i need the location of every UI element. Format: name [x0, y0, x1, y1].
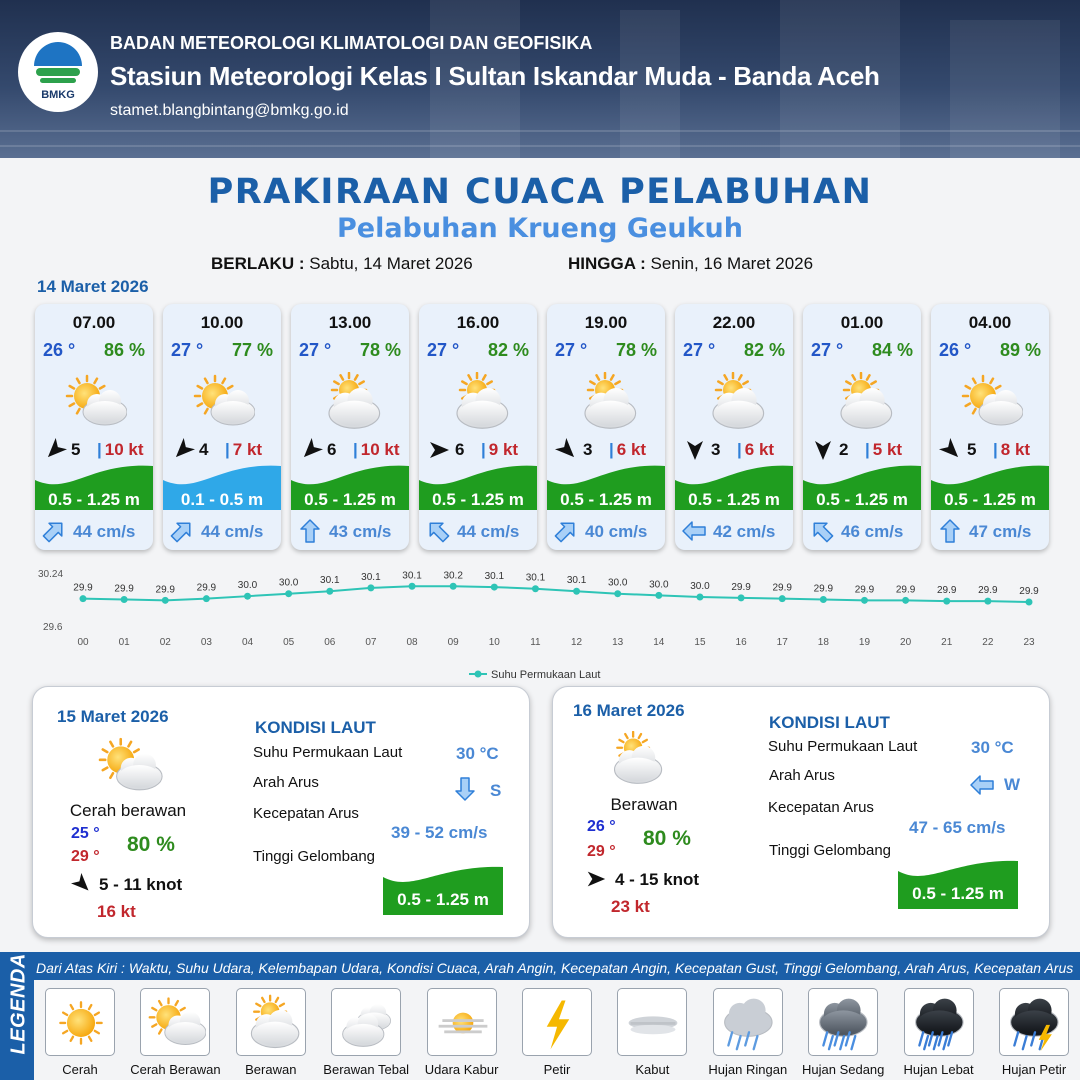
hujan-ringan-icon — [719, 993, 779, 1051]
berawan-icon — [703, 372, 767, 430]
berawan-icon — [447, 372, 511, 430]
data-label: 30.1 — [320, 575, 340, 587]
forecast-card — [419, 304, 537, 550]
kabut-icon — [623, 993, 683, 1051]
x-tick-label: 01 — [118, 637, 130, 648]
gust-speed-wrap — [481, 440, 518, 460]
wind-direction-icon — [427, 438, 451, 462]
wave-height: 0.5 - 1.25 m — [304, 490, 396, 509]
day3-current-speed: 47 - 65 cm/s — [909, 818, 1006, 837]
air-temperature: 27 ° — [683, 340, 716, 360]
contact-email: stamet.blangbintang@bmkg.go.id — [110, 102, 349, 119]
data-point — [450, 583, 457, 590]
gust-speed: 6 kt — [744, 440, 775, 459]
separator: | — [993, 440, 998, 459]
current-row — [675, 515, 793, 547]
day2-temp-min: 25 ° — [71, 825, 100, 842]
x-tick-label: 18 — [817, 637, 829, 648]
current-row — [291, 515, 409, 547]
legend-description: Dari Atas Kiri : Waktu, Suhu Udara, Kelembapan Udara, Kondisi Cuaca, Arah Angin, Kecepatan Angin, Kecepatan Gust, Tinggi Gelombang, Arah Arus, Kecepatan Arus — [36, 960, 1074, 976]
wind-speed: 2 — [839, 440, 849, 459]
x-tick-label: 20 — [900, 637, 912, 648]
data-point — [367, 584, 374, 591]
x-tick-label: 03 — [200, 637, 212, 648]
station-name: Stasiun Meteorologi Kelas I Sultan Iskandar Muda - Banda Aceh — [110, 61, 880, 91]
day3-panel — [552, 686, 1050, 938]
legend-item — [331, 988, 401, 1056]
data-point — [1026, 598, 1033, 605]
data-point — [820, 596, 827, 603]
data-point — [779, 595, 786, 602]
legend-item — [808, 988, 878, 1056]
day2-sst-label: Suhu Permukaan Laut — [253, 744, 403, 761]
x-tick-label: 14 — [653, 637, 665, 648]
data-label: 29.9 — [731, 581, 751, 593]
data-label: 29.9 — [978, 585, 998, 597]
wind-speed: 6 — [455, 440, 465, 459]
legend-item-label: Petir — [543, 1062, 571, 1077]
wind-row — [553, 438, 663, 462]
header-banner — [0, 0, 1080, 158]
day3-wind-speed: 4 - 15 knot — [615, 870, 700, 889]
wave-height: 0.5 - 1.25 m — [816, 490, 908, 509]
gust-speed: 10 kt — [360, 440, 400, 459]
legend-item-label: Hujan Lebat — [903, 1062, 974, 1077]
day2-gust: 16 kt — [97, 902, 136, 921]
x-tick-label: 12 — [571, 637, 583, 648]
current-direction-icon — [425, 518, 451, 544]
page-title: PRAKIRAAN CUACA PELABUHAN — [207, 172, 873, 212]
logo-text: BMKG — [41, 89, 75, 101]
separator: | — [737, 440, 742, 459]
legend-swatch-marker — [475, 671, 482, 678]
gust-speed: 5 kt — [872, 440, 903, 459]
cerah-icon — [51, 993, 111, 1051]
x-tick-label: 09 — [447, 637, 459, 648]
x-tick-label: 21 — [941, 637, 953, 648]
data-point — [80, 595, 87, 602]
berawan-icon — [242, 993, 302, 1051]
data-point — [121, 596, 128, 603]
agency-name: BADAN METEOROLOGI KLIMATOLOGI DAN GEOFISIKA — [110, 33, 593, 53]
separator: | — [97, 440, 102, 459]
day2-current-speed-label: Kecepatan Arus — [253, 805, 359, 822]
x-tick-label: 07 — [365, 637, 377, 648]
x-tick-label: 16 — [735, 637, 747, 648]
data-point — [984, 598, 991, 605]
wind-speed: 5 — [71, 440, 81, 459]
data-label: 29.9 — [854, 584, 875, 596]
current-direction-icon — [453, 775, 477, 803]
legend-label: LEGENDA — [7, 953, 30, 1055]
day3-humidity: 80 % — [643, 827, 691, 850]
x-tick-label: 13 — [612, 637, 624, 648]
current-direction-icon — [809, 518, 835, 544]
air-temperature: 27 ° — [555, 340, 588, 360]
day3-sea-heading: KONDISI LAUT — [769, 713, 890, 732]
gust-speed: 6 kt — [616, 440, 647, 459]
air-humidity: 77 % — [231, 340, 273, 360]
forecast-time: 13.00 — [328, 313, 372, 332]
current-speed: 40 cm/s — [585, 522, 648, 541]
wave-height: 0.5 - 1.25 m — [48, 490, 140, 509]
data-label: 30.1 — [566, 575, 587, 587]
gust-speed-wrap — [97, 440, 144, 460]
cerah-berawan-icon — [89, 735, 169, 795]
legend-item — [617, 988, 687, 1056]
x-tick-label: 17 — [776, 637, 788, 648]
air-temperature: 26 ° — [939, 340, 972, 360]
separator: | — [481, 440, 486, 459]
data-label: 29.9 — [937, 585, 957, 597]
wind-row — [169, 438, 279, 462]
x-tick-label: 06 — [324, 637, 336, 648]
legend — [0, 952, 1080, 1080]
legend-item — [713, 988, 783, 1056]
day2-panel — [32, 686, 530, 938]
gust-speed: 8 kt — [1000, 440, 1031, 459]
gust-speed-wrap — [225, 440, 262, 460]
valid-to-value: Senin, 16 Maret 2026 — [650, 254, 814, 273]
x-tick-label: 05 — [283, 637, 295, 648]
legend-item-label: Berawan — [245, 1062, 297, 1077]
data-label: 30.0 — [690, 581, 710, 593]
data-point — [532, 585, 539, 592]
hujan-petir-icon — [1005, 993, 1065, 1051]
legend-item — [140, 988, 210, 1056]
wind-speed: 5 — [967, 440, 977, 459]
data-point — [943, 598, 950, 605]
x-tick-label: 22 — [982, 637, 994, 648]
data-label: 30.0 — [649, 579, 669, 591]
day3-sst-value: 30 °C — [971, 738, 1014, 757]
data-label: 30.1 — [525, 572, 546, 584]
forecast-card — [931, 304, 1049, 550]
forecast-card — [163, 304, 281, 550]
current-direction-icon — [169, 518, 195, 544]
data-label: 29.9 — [114, 583, 134, 595]
air-temperature: 27 ° — [299, 340, 332, 360]
x-tick-label: 08 — [406, 637, 418, 648]
wind-direction-icon — [939, 438, 963, 462]
gust-speed-wrap — [865, 440, 902, 460]
forecast-card — [547, 304, 665, 550]
legend-item-label: Hujan Ringan — [708, 1062, 788, 1077]
cerah-berawan-icon — [191, 372, 255, 430]
udara-kabur-icon — [433, 993, 493, 1051]
gust-speed: 7 kt — [232, 440, 263, 459]
x-tick-label: 11 — [530, 637, 541, 648]
data-label: 29.9 — [813, 583, 834, 595]
data-point — [491, 584, 498, 591]
legend-item-label: Cerah Berawan — [130, 1062, 221, 1077]
gust-speed-wrap — [737, 440, 774, 460]
x-tick-label: 15 — [694, 637, 706, 648]
air-humidity: 86 % — [103, 340, 145, 360]
day2-sst-value: 30 °C — [456, 744, 499, 763]
data-label: 30.0 — [237, 580, 258, 592]
data-label: 29.9 — [196, 582, 217, 594]
legend-item-label: Berawan Tebal — [323, 1062, 410, 1077]
current-speed: 46 cm/s — [841, 522, 904, 541]
wind-direction-icon — [71, 873, 93, 895]
background-pillar — [950, 20, 1060, 158]
berawan-tebal-icon — [337, 993, 397, 1051]
data-point — [696, 594, 703, 601]
current-row — [931, 515, 1049, 547]
day2-condition: Cerah berawan — [69, 801, 187, 820]
wind-row — [937, 438, 1047, 462]
x-tick-label: 23 — [1023, 637, 1035, 648]
hujan-lebat-icon — [910, 993, 970, 1051]
valid-from-value: Sabtu, 14 Maret 2026 — [309, 254, 473, 273]
separator: | — [353, 440, 358, 459]
y-tick-label: 29.6 — [43, 622, 63, 633]
petir-icon — [528, 993, 588, 1051]
day3-current-dir: W — [1004, 775, 1021, 794]
wind-speed: 6 — [327, 440, 337, 459]
legend-item — [999, 988, 1069, 1056]
current-direction-icon — [937, 518, 963, 544]
gust-speed-wrap — [609, 440, 646, 460]
data-point — [738, 594, 745, 601]
gust-speed: 9 kt — [488, 440, 519, 459]
data-point — [409, 583, 416, 590]
forecast-card — [675, 304, 793, 550]
legend-item-label: Hujan Petir — [1001, 1062, 1067, 1077]
wind-row — [809, 438, 919, 462]
forecast-time: 16.00 — [456, 313, 500, 332]
forecast-card — [35, 304, 153, 550]
forecast-time: 07.00 — [72, 313, 116, 332]
separator: | — [609, 440, 614, 459]
data-point — [162, 597, 169, 604]
data-label: 29.9 — [772, 582, 792, 594]
forecast-time: 22.00 — [712, 313, 756, 332]
day3-temp-max: 29 ° — [587, 843, 616, 860]
cerah-berawan-icon — [959, 372, 1023, 430]
current-direction-icon — [297, 518, 323, 544]
data-point — [655, 592, 662, 599]
current-row — [35, 515, 153, 547]
day3-temp-min: 26 ° — [587, 818, 616, 835]
data-label: 30.0 — [607, 577, 628, 589]
data-label: 29.9 — [155, 584, 175, 596]
bmkg-logo — [18, 32, 98, 112]
x-tick-label: 00 — [77, 637, 89, 648]
data-label: 30.2 — [443, 570, 463, 582]
data-point — [573, 588, 580, 595]
gust-speed: 10 kt — [104, 440, 144, 459]
wave-height: 0.5 - 1.25 m — [432, 490, 524, 509]
day3-date: 16 Maret 2026 — [573, 701, 685, 720]
cerah-berawan-icon — [63, 372, 127, 430]
legend-item — [427, 988, 497, 1056]
background-line — [0, 145, 1080, 147]
current-row — [547, 515, 665, 547]
valid-from — [211, 254, 473, 274]
day2-date: 15 Maret 2026 — [57, 707, 169, 726]
day3-sst-label: Suhu Permukaan Laut — [768, 738, 918, 755]
chart-legend-label: Suhu Permukaan Laut — [491, 669, 601, 681]
day2-sea-heading: KONDISI LAUT — [255, 718, 376, 737]
day3-current-speed-label: Kecepatan Arus — [768, 799, 874, 816]
current-speed: 44 cm/s — [457, 522, 520, 541]
wave-height: 0.5 - 1.25 m — [560, 490, 652, 509]
legend-item — [236, 988, 306, 1056]
valid-from-label: BERLAKU : — [211, 254, 305, 273]
y-tick-label: 30.24 — [38, 569, 64, 580]
data-label: 29.9 — [895, 584, 916, 596]
legend-item — [522, 988, 592, 1056]
day3-gust: 23 kt — [611, 897, 650, 916]
data-point — [285, 590, 292, 597]
wind-row — [681, 438, 791, 462]
air-humidity: 78 % — [615, 340, 657, 360]
data-point — [614, 590, 621, 597]
legend-item-label: Kabut — [635, 1062, 670, 1077]
day1-date: 14 Maret 2026 — [37, 277, 149, 296]
day2-wave: 0.5 - 1.25 m — [397, 890, 489, 909]
wind-row — [297, 438, 407, 462]
data-label: 30.1 — [361, 571, 381, 583]
day2-current-speed: 39 - 52 cm/s — [391, 823, 488, 842]
wind-speed: 4 — [199, 440, 209, 459]
legend-items — [34, 980, 1080, 1080]
current-row — [163, 515, 281, 547]
day3-condition: Berawan — [610, 795, 678, 814]
hujan-sedang-icon — [814, 993, 874, 1051]
current-direction-icon — [41, 518, 67, 544]
current-direction-icon — [681, 518, 707, 544]
gust-speed-wrap — [993, 440, 1030, 460]
valid-to — [568, 254, 813, 274]
day3-wave-label: Tinggi Gelombang — [769, 842, 892, 859]
data-point — [203, 595, 210, 602]
separator: | — [865, 440, 870, 459]
wave-height: 0.5 - 1.25 m — [944, 490, 1036, 509]
wave-height: 0.5 - 1.25 m — [688, 490, 780, 509]
legend-item — [45, 988, 115, 1056]
wind-direction-icon — [811, 438, 835, 462]
legend-item-label: Hujan Sedang — [801, 1062, 885, 1077]
wind-direction-icon — [683, 438, 707, 462]
forecast-time: 01.00 — [840, 313, 884, 332]
current-direction-icon — [967, 773, 997, 797]
air-temperature: 27 ° — [171, 340, 204, 360]
day2-wind-speed: 5 - 11 knot — [99, 875, 183, 894]
air-humidity: 89 % — [999, 340, 1041, 360]
data-label: 29.9 — [73, 582, 93, 594]
berawan-icon — [831, 372, 895, 430]
day3-wave: 0.5 - 1.25 m — [912, 884, 1004, 903]
air-humidity: 82 % — [487, 340, 529, 360]
day2-wave-label: Tinggi Gelombang — [253, 848, 376, 865]
legend-item-label: Cerah — [62, 1062, 98, 1077]
x-tick-label: 02 — [159, 637, 171, 648]
data-label: 30.0 — [278, 577, 299, 589]
forecast-time: 10.00 — [200, 313, 244, 332]
valid-to-label: HINGGA : — [568, 254, 646, 273]
day2-current-dir-label: Arah Arus — [253, 774, 319, 791]
current-speed: 44 cm/s — [73, 522, 136, 541]
wind-direction-icon — [555, 438, 579, 462]
air-temperature: 27 ° — [811, 340, 844, 360]
x-tick-label: 10 — [488, 637, 500, 648]
berawan-icon — [319, 372, 383, 430]
wind-direction-icon — [171, 438, 195, 462]
air-humidity: 84 % — [871, 340, 913, 360]
cerah-berawan-icon — [146, 993, 206, 1051]
forecast-time: 04.00 — [968, 313, 1012, 332]
wind-direction-icon — [299, 438, 323, 462]
wind-direction-icon — [43, 438, 67, 462]
day3-current-dir-label: Arah Arus — [769, 767, 835, 784]
wind-row — [41, 438, 151, 462]
wave-height: 0.1 - 0.5 m — [180, 490, 264, 509]
forecast-card — [803, 304, 921, 550]
air-temperature: 26 ° — [43, 340, 76, 360]
current-speed: 43 cm/s — [329, 522, 392, 541]
page-subtitle: Pelabuhan Krueng Geukuh — [336, 213, 743, 244]
current-row — [419, 515, 537, 547]
legend-item — [904, 988, 974, 1056]
background-line — [0, 130, 1080, 132]
berawan-icon — [575, 372, 639, 430]
wind-row — [425, 438, 535, 462]
x-tick-label: 04 — [241, 637, 254, 648]
air-humidity: 82 % — [743, 340, 785, 360]
separator: | — [225, 440, 230, 459]
legend-item-label: Udara Kabur — [424, 1062, 499, 1077]
day2-temp-max: 29 ° — [71, 848, 100, 865]
day2-humidity: 80 % — [127, 833, 175, 856]
wind-speed: 3 — [583, 440, 593, 459]
current-speed: 44 cm/s — [201, 522, 264, 541]
wind-direction-icon — [585, 868, 607, 890]
data-point — [326, 588, 333, 595]
data-point — [244, 593, 251, 600]
day2-current-dir: S — [490, 781, 502, 800]
forecast-card — [291, 304, 409, 550]
current-row — [803, 515, 921, 547]
current-speed: 47 cm/s — [969, 522, 1032, 541]
data-label: 29.9 — [1019, 585, 1039, 597]
data-label: 30.1 — [484, 571, 505, 583]
x-tick-label: 19 — [858, 637, 871, 648]
air-humidity: 78 % — [359, 340, 401, 360]
gust-speed-wrap — [353, 440, 400, 460]
wind-speed: 3 — [711, 440, 721, 459]
berawan-icon — [601, 731, 669, 785]
forecast-time: 19.00 — [584, 313, 628, 332]
current-speed: 42 cm/s — [713, 522, 776, 541]
data-label: 30.1 — [402, 570, 422, 582]
sst-chart — [36, 562, 1050, 686]
data-point — [861, 597, 868, 604]
air-temperature: 27 ° — [427, 340, 460, 360]
current-direction-icon — [553, 518, 579, 544]
data-point — [902, 597, 909, 604]
